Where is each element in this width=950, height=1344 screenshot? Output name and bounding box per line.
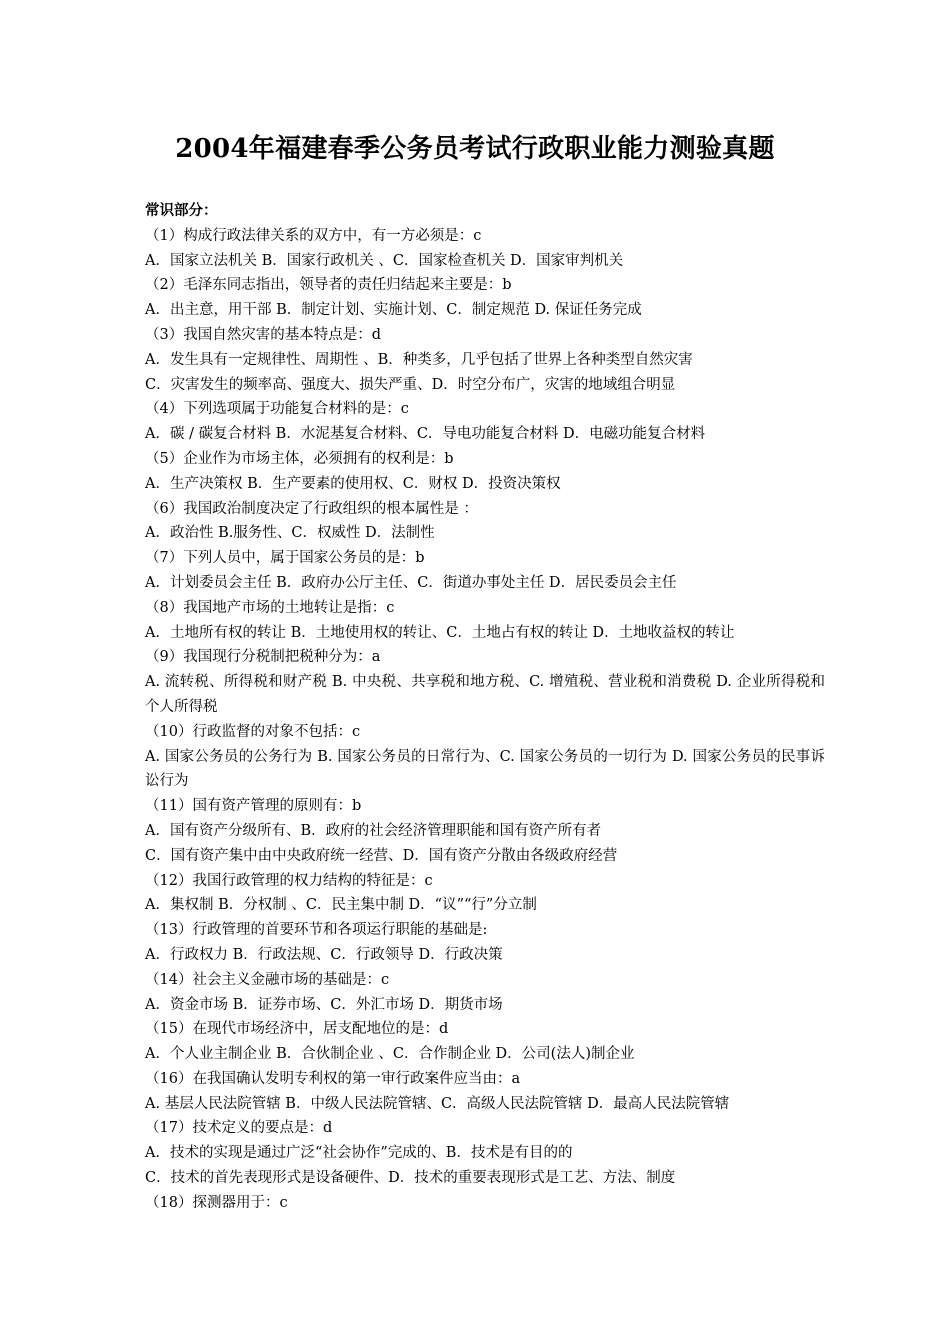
question-line: （7）下列人员中，属于国家公务员的是：b bbox=[145, 550, 425, 567]
options-line: A. 国家公务员的公务行为 B. 国家公务员的日常行为、C. 国家公务员的一切行为 D. 国家公务员的民事诉讼行为 bbox=[145, 748, 825, 790]
question-line: （6）我国政治制度决定了行政组织的根本属性是 ： bbox=[145, 500, 478, 517]
options-line: A．计划委员会主任 B．政府办公厅主任、C．街道办事处主任 D．居民委员会主任 bbox=[145, 574, 677, 591]
question-line: （9）我国现行分税制把税种分为：a bbox=[145, 649, 381, 666]
question-line: （1）构成行政法律关系的双方中，有一方必须是：c bbox=[145, 227, 482, 244]
options-line: A．碳 / 碳复合材料 B．水泥基复合材料、C．导电功能复合材料 D．电磁功能复合材料 bbox=[145, 426, 706, 443]
options-line: C．灾害发生的频率高、强度大、损失严重、D．时空分布广，灾害的地域组合明显 bbox=[145, 376, 676, 393]
question-line: （3）我国自然灾害的基本特点是：d bbox=[145, 326, 382, 343]
question-line: （4）下列选项属于功能复合材料的是：c bbox=[145, 401, 409, 418]
question-line: （10）行政监督的对象不包括：c bbox=[145, 723, 361, 740]
question-line: （17）技术定义的要点是：d bbox=[145, 1120, 333, 1137]
question-line: （8）我国地产市场的土地转让是指：c bbox=[145, 599, 395, 616]
options-line: A．资金市场 B．证券市场、C．外汇市场 D．期货市场 bbox=[145, 996, 503, 1013]
question-line: （5）企业作为市场主体，必须拥有的权利是：b bbox=[145, 450, 454, 467]
options-line: A. 流转税、所得税和财产税 B. 中央税、共享税和地方税、C. 增殖税、营业税和消费税 D. 企业所得税和个人所得税 bbox=[145, 674, 825, 715]
question-line: （12）我国行政管理的权力结构的特征是：c bbox=[145, 872, 433, 889]
options-line: C．国有资产集中由中央政府统一经营、D．国有资产分散由各级政府经营 bbox=[145, 847, 618, 864]
question-line: （15）在现代市场经济中，居支配地位的是：d bbox=[145, 1021, 449, 1038]
options-line: A．生产决策权 B．生产要素的使用权、C．财权 D．投资决策权 bbox=[145, 475, 561, 492]
options-line: C．技术的首先表现形式是设备硬件、D．技术的重要表现形式是工艺、方法、制度 bbox=[145, 1170, 676, 1187]
options-line: A. 基层人民法院管辖 B．中级人民法院管辖、C．高级人民法院管辖 D．最高人民法院管辖 bbox=[145, 1095, 730, 1112]
options-line: A．国有资产分级所有、B．政府的社会经济管理职能和国有资产所有者 bbox=[145, 822, 602, 839]
options-line: A．出主意，用干部 B．制定计划、实施计划、C．制定规范 D. 保证任务完成 bbox=[145, 302, 642, 319]
question-line: （14）社会主义金融市场的基础是：c bbox=[145, 971, 390, 988]
question-line: （16）在我国确认发明专利权的第一审行政案件应当由：a bbox=[145, 1070, 521, 1087]
options-line: A．发生具有一定规律性、周期性 、B．种类多，几乎包括了世界上各种类型自然灾害 bbox=[145, 351, 693, 368]
options-line: A．技术的实现是通过广泛“社会协作”完成的、B．技术是有目的的 bbox=[145, 1145, 573, 1162]
question-line: （13）行政管理的首要环节和各项运行职能的基础是: bbox=[145, 922, 488, 939]
options-line: A．国家立法机关 B．国家行政机关 、C．国家检查机关 D．国家审判机关 bbox=[145, 252, 624, 269]
section-heading: 常识部分： bbox=[145, 202, 218, 219]
options-line: A．土地所有权的转让 B．土地使用权的转让、C．土地占有权的转让 D．土地收益权的转让 bbox=[145, 624, 735, 641]
options-line: A．政治性 B.服务性、C．权威性 D．法制性 bbox=[145, 525, 435, 542]
options-line: A．个人业主制企业 B．合伙制企业 、C．合作制企业 D．公司(法人)制企业 bbox=[145, 1046, 635, 1063]
question-line: （11）国有资产管理的原则有：b bbox=[145, 798, 362, 815]
document-title: 2004年福建春季公务员考试行政职业能力测验真题 bbox=[175, 134, 775, 164]
options-line: A．集权制 B．分权制 、C．民主集中制 D．“议”“行”分立制 bbox=[145, 897, 537, 914]
document-body bbox=[145, 199, 825, 1216]
question-line: （18）探测器用于：c bbox=[145, 1194, 288, 1211]
options-line: A．行政权力 B．行政法规、C．行政领导 D．行政决策 bbox=[145, 946, 503, 963]
question-line: （2）毛泽东同志指出，领导者的责任归结起来主要是：b bbox=[145, 277, 512, 294]
